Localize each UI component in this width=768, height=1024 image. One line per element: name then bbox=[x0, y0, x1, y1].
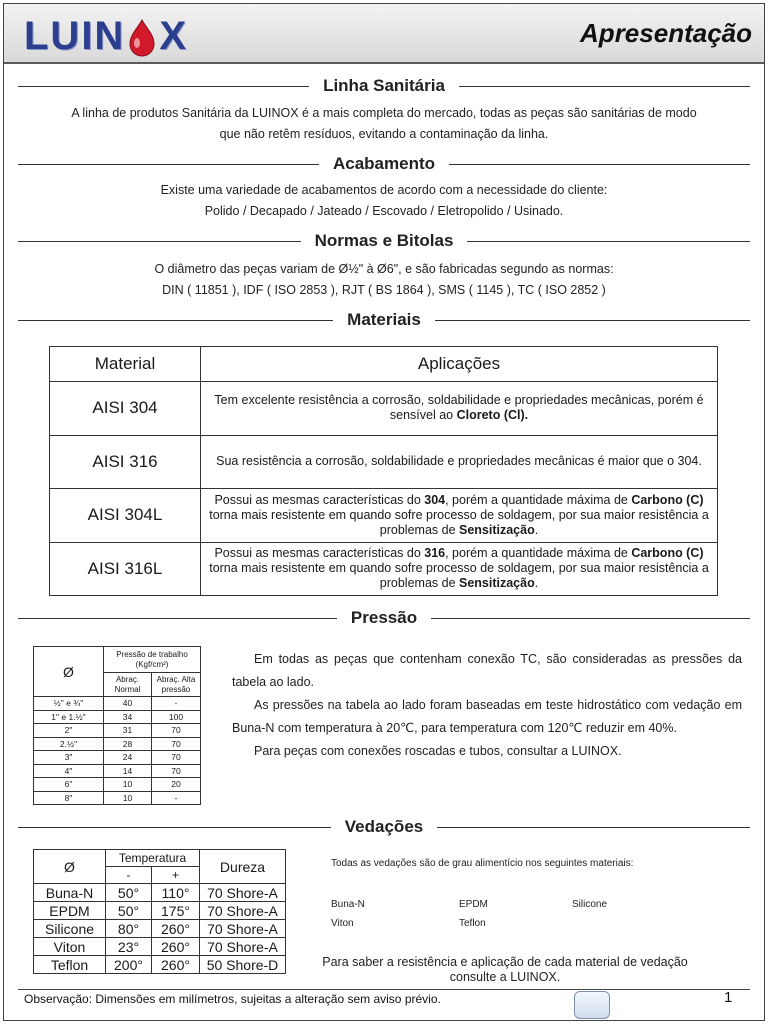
table-row: Silicone 80° 260° 70 Shore-A bbox=[34, 920, 286, 938]
table-row: 4" 14 70 bbox=[34, 764, 201, 778]
section-heading-vedacoes: Vedações bbox=[18, 817, 750, 837]
footer-button[interactable] bbox=[574, 991, 610, 1019]
table-row: AISI 304 Tem excelente resistência a corrosão, soldabilidade e propriedades mecânicas, porém é sensível ao Cloreto (Cl). bbox=[50, 382, 718, 436]
table-row: 8" 10 - bbox=[34, 791, 201, 805]
acabamento-text: Existe uma variedade de acabamentos de acordo com a necessidade do cliente: Polido / Decapado / Jateado / Escovado / Eletropolido / Usinado. bbox=[160, 183, 608, 218]
section-heading-linha: Linha Sanitária bbox=[18, 76, 750, 96]
col-header-material: Material bbox=[50, 347, 201, 382]
table-row: ½" e ¾" 40 - bbox=[34, 697, 201, 711]
seals-intro: Todas as vedações são de grau alimentício nos seguintes materiais: bbox=[331, 858, 634, 869]
table-row: 2.½" 28 70 bbox=[34, 737, 201, 751]
table-row: 3" 24 70 bbox=[34, 751, 201, 765]
section-heading-normas: Normas e Bitolas bbox=[18, 231, 750, 251]
seal-material: EPDM bbox=[459, 899, 488, 910]
seals-table: Ø Temperatura Dureza - + Buna-N 50° 110° 70 Shore-A EPDM 50° 175° 70 Shore-A Silicone 80° 260° 70 Shore-A Viton 23° 260° 70 Shore-A Teflon 200° 260° 50 Shore-D bbox=[33, 849, 286, 974]
materials-table bbox=[49, 346, 718, 596]
header-bar bbox=[4, 4, 764, 64]
table-row: AISI 316L Possui as mesmas características do 316, porém a quantidade máxima de Carbono (C) torna mais resistente em quando sofre processo de soldagem, por sua maior resistência a problemas de Sensitização. bbox=[50, 542, 718, 596]
table-row: 2" 31 70 bbox=[34, 724, 201, 738]
table-row: Buna-N 50° 110° 70 Shore-A bbox=[34, 884, 286, 902]
seal-material: Teflon bbox=[459, 918, 486, 929]
seals-note: Para saber a resistência e aplicação de cada material de vedação consulte a LUINOX. bbox=[322, 955, 688, 984]
table-row: 6" 10 20 bbox=[34, 778, 201, 792]
pressure-text: Em todas as peças que contenham conexão TC, são consideradas as pressões da tabela ao lado. As pressões na tabela ao lado foram baseadas em teste hidrostático com vedação em Buna-N com temperatura à 20℃, para temperatura com 120℃ reduzir em 40%. Para peças com conexões roscadas e tubos, consultar a LUINOX. bbox=[232, 652, 742, 758]
luinox-logo: LUIN X bbox=[24, 14, 189, 58]
drop-icon bbox=[127, 19, 157, 57]
pressure-table: Ø Pressão de trabalho (Kgf/cm²) Abraç. Normal Abraç. Alta pressão ½" e ¾" 40 - 1" e 1.½" 34 100 2" 31 70 2.½" 28 70 3" 24 70 4" 14 70 6" 10 20 8" 10 - bbox=[33, 646, 201, 805]
section-heading-pressao: Pressão bbox=[18, 608, 750, 628]
table-row: AISI 316 Sua resistência a corrosão, soldabilidade e propriedades mecânicas é maior que o 304. bbox=[50, 435, 718, 489]
table-row: AISI 304L Possui as mesmas características do 304, porém a quantidade máxima de Carbono (C) torna mais resistente em quando sofre processo de soldagem, por sua maior resistência a problemas de Sensitização. bbox=[50, 489, 718, 543]
seal-material: Buna-N bbox=[331, 899, 365, 910]
table-row: Viton 23° 260° 70 Shore-A bbox=[34, 938, 286, 956]
table-row: 1" e 1.½" 34 100 bbox=[34, 710, 201, 724]
page-title: Apresentação bbox=[580, 18, 752, 48]
document-page bbox=[3, 3, 765, 1021]
footer-note: Observação: Dimensões em milímetros, sujeitas a alteração sem aviso prévio. bbox=[24, 992, 441, 1006]
table-row: Teflon 200° 260° 50 Shore-D bbox=[34, 956, 286, 974]
seal-material: Viton bbox=[331, 918, 354, 929]
table-row: EPDM 50° 175° 70 Shore-A bbox=[34, 902, 286, 920]
seal-material: Silicone bbox=[572, 899, 608, 910]
page-number: 1 bbox=[724, 989, 733, 1006]
col-header-aplicacoes: Aplicações bbox=[201, 347, 718, 382]
section-heading-materiais: Materiais bbox=[18, 310, 750, 330]
footer-divider bbox=[18, 989, 750, 990]
section-heading-acabamento: Acabamento bbox=[18, 154, 750, 174]
normas-text: O diâmetro das peças variam de Ø½" à Ø6", e são fabricadas segundo as normas: DIN ( 11851 ), IDF ( ISO 2853 ), RJT ( BS 1864 ), SMS ( 1145 ), TC ( ISO 2852 ) bbox=[154, 262, 614, 297]
linha-text: A linha de produtos Sanitária da LUINOX é a mais completa do mercado, todas as peças são sanitárias de modo que não retêm resíduos, evitando a contaminação da linha. bbox=[71, 106, 697, 141]
